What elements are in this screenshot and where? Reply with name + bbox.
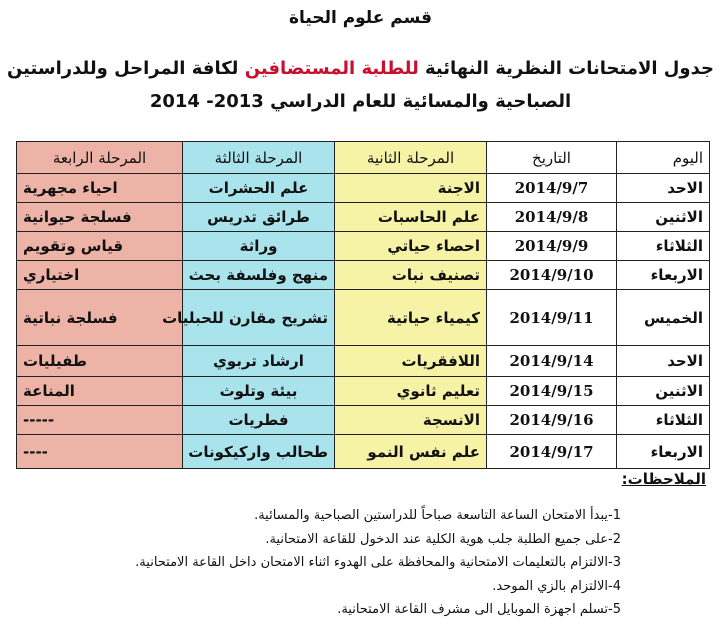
cell-date: 2014/9/17	[487, 435, 617, 469]
table-row	[17, 203, 710, 232]
document-subtitle: الصباحية والمسائية للعام الدراسي 2013- 2014	[149, 91, 572, 112]
exam-schedule-table	[16, 141, 710, 469]
cell-stage4: قياس وتقويم	[17, 232, 183, 261]
cell-day: الثلاثاء	[617, 406, 710, 435]
cell-stage4: ----	[17, 435, 183, 469]
cell-stage2: علم نفس النمو	[335, 435, 487, 469]
cell-stage2: الاجنة	[335, 174, 487, 203]
title-post: لكافة المراحل وللدراستين	[6, 58, 245, 79]
cell-stage3: فطريات	[183, 406, 335, 435]
cell-date: 2014/9/9	[487, 232, 617, 261]
note-text: الالتزام بالزي الموحد.	[492, 578, 608, 594]
cell-day: الثلاثاء	[617, 232, 710, 261]
note-number: -1	[608, 508, 621, 523]
cell-date: 2014/9/15	[487, 377, 617, 406]
table-row	[17, 290, 710, 346]
cell-stage4: -----	[17, 406, 183, 435]
cell-stage2: تصنيف نبات	[335, 261, 487, 290]
cell-stage4: طفيليات	[17, 346, 183, 377]
table-row	[17, 346, 710, 377]
cell-stage3: تشريح مقارن للحبليات	[183, 290, 335, 346]
cell-stage2: علم الحاسبات	[335, 203, 487, 232]
cell-day: الاحد	[617, 346, 710, 377]
cell-stage2: تعليم ثانوي	[335, 377, 487, 406]
note-text: على جميع الطلبة جلب هوية الكلية عند الدخول للقاعة الامتحانية.	[265, 531, 608, 547]
cell-stage2: الانسجة	[335, 406, 487, 435]
cell-stage3: منهج وفلسفة بحث	[183, 261, 335, 290]
note-item	[0, 555, 640, 579]
cell-stage3: علم الحشرات	[183, 174, 335, 203]
table-row	[17, 435, 710, 469]
cell-stage3: ارشاد تربوي	[183, 346, 335, 377]
cell-stage3: طرائق تدريس	[183, 203, 335, 232]
header-stage2: المرحلة الثانية	[335, 142, 487, 174]
table-row	[17, 406, 710, 435]
table-row	[17, 261, 710, 290]
cell-stage4: فسلجة نباتية	[17, 290, 183, 346]
header-stage3: المرحلة الثالثة	[183, 142, 335, 174]
cell-date: 2014/9/11	[487, 290, 617, 346]
header-stage4: المرحلة الرابعة	[17, 142, 183, 174]
title-pre: جدول الامتحانات النظرية النهائية	[418, 58, 714, 79]
header-day: اليوم	[617, 142, 710, 174]
cell-stage4: اختياري	[17, 261, 183, 290]
cell-stage4: احياء مجهرية	[17, 174, 183, 203]
cell-day: الاثنين	[617, 377, 710, 406]
department-title: قسم علوم الحياة	[288, 8, 433, 28]
cell-day: الاثنين	[617, 203, 710, 232]
cell-stage3: بيئة وتلوث	[183, 377, 335, 406]
title-highlight: للطلبة المستضافين	[244, 58, 419, 79]
cell-stage4: المناعة	[17, 377, 183, 406]
document-title	[1, 58, 720, 79]
cell-stage2: اللافقريات	[335, 346, 487, 377]
note-item	[0, 508, 640, 532]
notes-heading: الملاحظات:	[621, 470, 706, 488]
note-text: يبدأ الامتحان الساعة التاسعة صباحاً للدراستين الصباحية والمسائية.	[254, 508, 608, 523]
note-number: -4	[608, 578, 621, 594]
cell-stage2: احصاء حياتي	[335, 232, 487, 261]
cell-day: الخميس	[617, 290, 710, 346]
cell-date: 2014/9/16	[487, 406, 617, 435]
note-item	[0, 579, 640, 603]
note-item	[0, 602, 640, 626]
cell-stage3: وراثة	[183, 232, 335, 261]
cell-day: الاربعاء	[617, 261, 710, 290]
table-header-row	[17, 142, 710, 174]
note-item	[0, 532, 640, 556]
cell-date: 2014/9/7	[487, 174, 617, 203]
cell-stage4: فسلجة حيوانية	[17, 203, 183, 232]
cell-stage2: كيمياء حياتية	[335, 290, 487, 346]
cell-date: 2014/9/10	[487, 261, 617, 290]
table-row	[17, 377, 710, 406]
note-number: -2	[608, 531, 621, 547]
cell-date: 2014/9/8	[487, 203, 617, 232]
note-number: -3	[608, 555, 621, 570]
note-text: تسلم اجهزة الموبايل الى مشرف القاعة الامتحانية.	[337, 602, 608, 617]
table-row	[17, 174, 710, 203]
table-row	[17, 232, 710, 261]
cell-stage3: طحالب واركيكونات	[183, 435, 335, 469]
cell-date: 2014/9/14	[487, 346, 617, 377]
notes-list	[0, 508, 640, 626]
note-text: الالتزام بالتعليمات الامتحانية والمحافظة على الهدوء اثناء الامتحان داخل القاعة الامتحانية.	[135, 555, 608, 570]
cell-day: الاربعاء	[617, 435, 710, 469]
note-number: -5	[608, 602, 621, 617]
header-date: التاريخ	[487, 142, 617, 174]
cell-day: الاحد	[617, 174, 710, 203]
